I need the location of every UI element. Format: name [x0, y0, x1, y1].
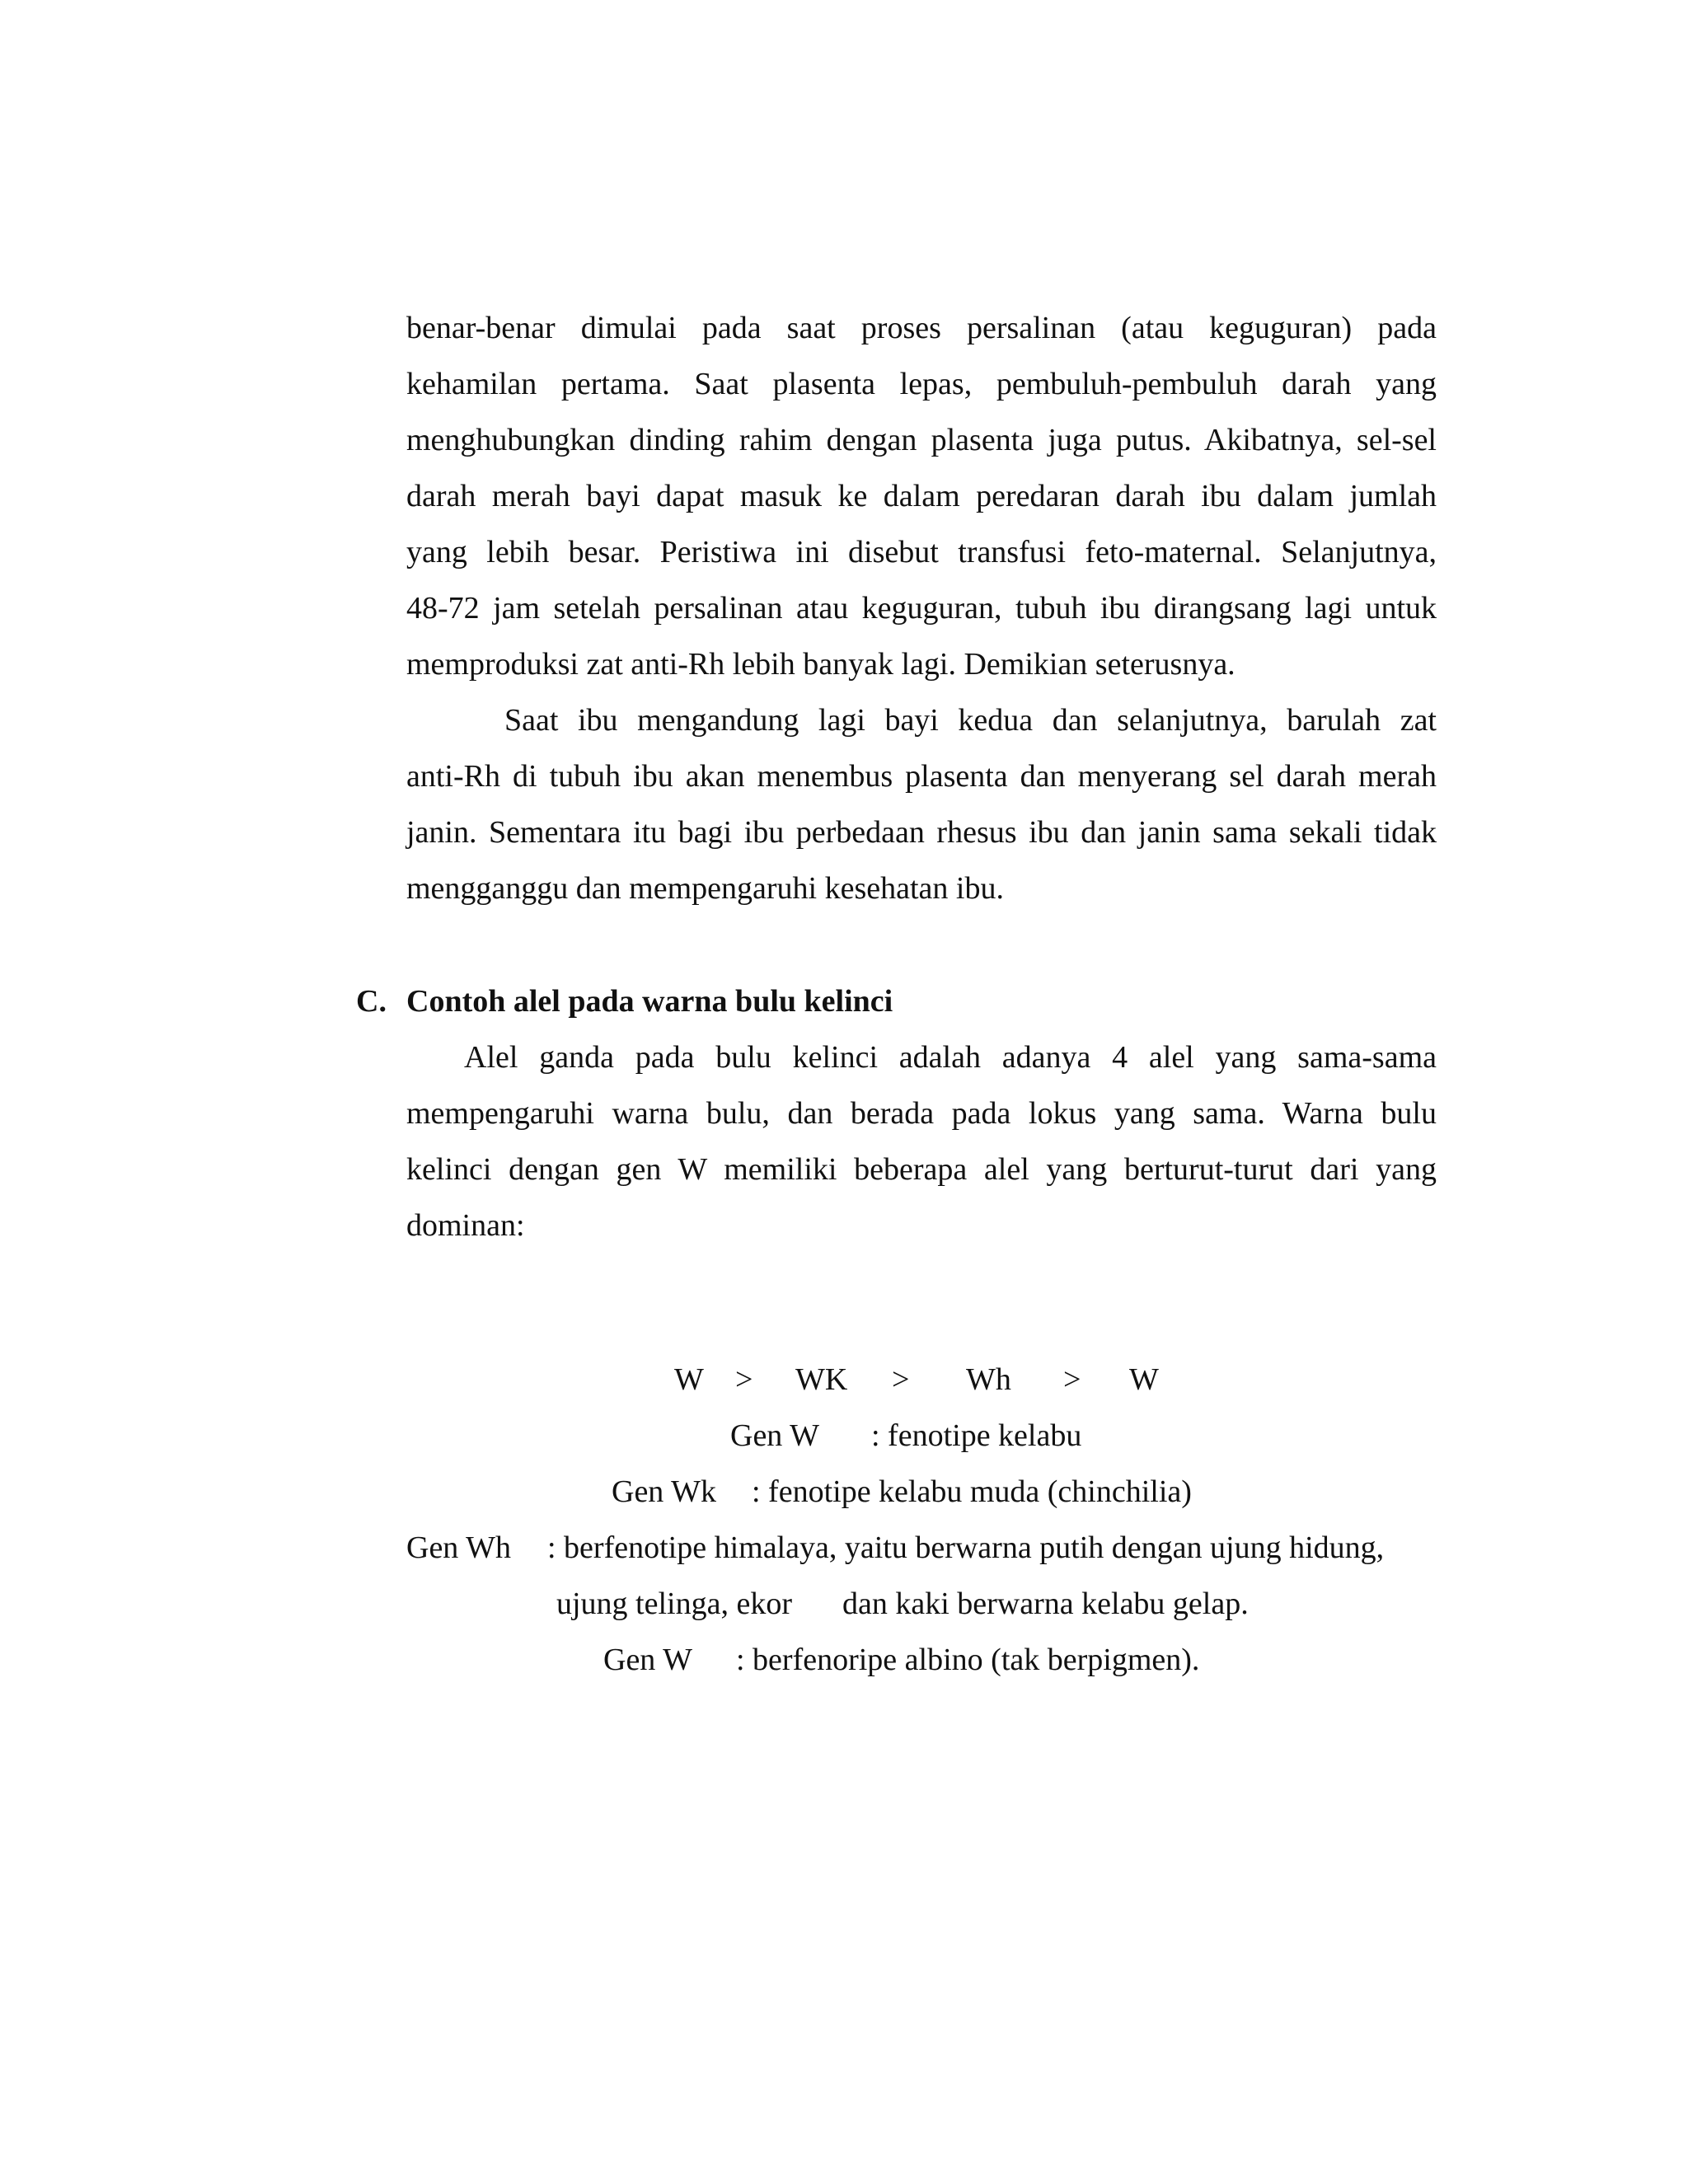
- paragraph-line: memproduksi zat anti-Rh lebih banyak lagi. Demikian seterusnya.: [406, 647, 1236, 682]
- allele-w-recessive: W: [1129, 1362, 1159, 1397]
- paragraph-line: benar-benar dimulai pada saat proses persalinan (atau keguguran) pada: [406, 311, 1437, 345]
- paragraph-line: Saat ibu mengandung lagi bayi kedua dan selanjutnya, barulah zat: [504, 703, 1437, 738]
- gene-label: Gen Wh: [406, 1530, 511, 1565]
- paragraph-line: Alel ganda pada bulu kelinci adalah adanya 4 alel yang sama-sama: [464, 1040, 1437, 1075]
- paragraph-line: menghubungkan dinding rahim dengan plasenta juga putus. Akibatnya, sel-sel: [406, 423, 1437, 457]
- paragraph-line: mempengaruhi warna bulu, dan berada pada lokus yang sama. Warna bulu: [406, 1096, 1437, 1131]
- paragraph-line: darah merah bayi dapat masuk ke dalam peredaran darah ibu dalam jumlah: [406, 479, 1437, 513]
- paragraph-line: 48-72 jam setelah persalinan atau keguguran, tubuh ibu dirangsang lagi untuk: [406, 591, 1437, 626]
- greater-than-sign: >: [1063, 1362, 1081, 1397]
- section-marker: C.: [356, 984, 387, 1019]
- greater-than-sign: >: [735, 1362, 753, 1397]
- paragraph-line: kehamilan pertama. Saat plasenta lepas, pembuluh-pembuluh darah yang: [406, 367, 1437, 401]
- allele-w: W: [674, 1362, 704, 1397]
- paragraph-line: yang lebih besar. Peristiwa ini disebut transfusi feto-maternal. Selanjutnya,: [406, 535, 1437, 569]
- section-heading: Contoh alel pada warna bulu kelinci: [406, 984, 893, 1019]
- gene-phenotype-continued: ujung telinga, ekor: [556, 1586, 792, 1621]
- gene-label: Gen W: [603, 1643, 692, 1677]
- greater-than-sign: >: [892, 1362, 910, 1397]
- allele-wk: WK: [795, 1362, 848, 1397]
- gene-phenotype: : fenotipe kelabu muda (chinchilia): [752, 1474, 1192, 1509]
- gene-phenotype-continued: dan kaki berwarna kelabu gelap.: [842, 1586, 1249, 1621]
- paragraph-line: kelinci dengan gen W memiliki beberapa alel yang berturut-turut dari yang: [406, 1152, 1437, 1187]
- gene-phenotype: : fenotipe kelabu: [871, 1418, 1082, 1453]
- gene-label: Gen W: [730, 1418, 819, 1453]
- paragraph-line: dominan:: [406, 1208, 525, 1243]
- allele-wh: Wh: [966, 1362, 1011, 1397]
- paragraph-line: mengganggu dan mempengaruhi kesehatan ibu.: [406, 871, 1004, 906]
- paragraph-line: anti-Rh di tubuh ibu akan menembus plasenta dan menyerang sel darah merah: [406, 759, 1437, 794]
- gene-phenotype: : berfenoripe albino (tak berpigmen).: [736, 1643, 1200, 1677]
- gene-phenotype: : berfenotipe himalaya, yaitu berwarna putih dengan ujung hidung,: [547, 1530, 1385, 1565]
- paragraph-line: janin. Sementara itu bagi ibu perbedaan rhesus ibu dan janin sama sekali tidak: [406, 815, 1437, 850]
- gene-label: Gen Wk: [612, 1474, 716, 1509]
